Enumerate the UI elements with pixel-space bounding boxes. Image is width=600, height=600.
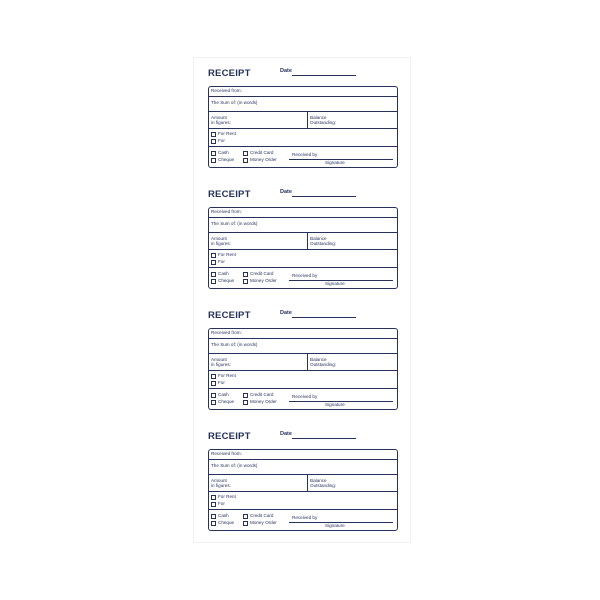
credit-card-checkbox[interactable]: [243, 272, 248, 277]
cheque-checkbox[interactable]: [211, 279, 216, 284]
money-order-label: Money Order: [250, 278, 277, 283]
receipt-box: [208, 449, 398, 531]
divider: [209, 111, 397, 112]
money-order-label: Money Order: [250, 157, 277, 162]
for-rent-checkbox[interactable]: [211, 253, 216, 258]
divider: [209, 509, 397, 510]
received-from-label: Received from:: [211, 88, 242, 93]
for-checkbox[interactable]: [211, 260, 216, 265]
sum-in-words-label: The Sum of: (in words): [211, 100, 258, 105]
credit-card-label: Credit Card: [250, 392, 274, 397]
cheque-checkbox[interactable]: [211, 400, 216, 405]
money-order-checkbox[interactable]: [243, 279, 248, 284]
credit-card-label: Credit Card: [250, 513, 274, 518]
outstanding-label: Outstanding:: [310, 120, 337, 125]
divider: [209, 128, 397, 129]
in-figures-label: in figures:: [211, 120, 231, 125]
sum-in-words-label: The Sum of: (in words): [211, 342, 258, 347]
cheque-checkbox[interactable]: [211, 158, 216, 163]
column-divider: [307, 111, 308, 128]
divider: [209, 217, 397, 218]
for-checkbox[interactable]: [211, 502, 216, 507]
money-order-checkbox[interactable]: [243, 400, 248, 405]
date-label: Date: [280, 189, 292, 195]
column-divider: [307, 474, 308, 491]
column-divider: [307, 232, 308, 249]
for-checkbox[interactable]: [211, 139, 216, 144]
receipt-sheet: [193, 57, 411, 543]
divider: [209, 249, 397, 250]
amount-label: Amount: [211, 357, 227, 362]
balance-label: Balance: [310, 478, 327, 483]
date-label: Date: [280, 68, 292, 74]
divider: [209, 370, 397, 371]
divider: [209, 267, 397, 268]
column-divider: [307, 353, 308, 370]
cheque-label: Cheque: [218, 278, 235, 283]
cash-checkbox[interactable]: [211, 151, 216, 156]
signature-label: Signature: [325, 523, 345, 528]
signature-label: Signature: [325, 281, 345, 286]
credit-card-label: Credit Card: [250, 271, 274, 276]
outstanding-label: Outstanding:: [310, 483, 337, 488]
signature-label: Signature: [325, 402, 345, 407]
received-by-label: Received by: [292, 394, 318, 399]
divider: [209, 146, 397, 147]
for-label: For: [218, 138, 225, 143]
for-rent-label: For Rent: [218, 252, 236, 257]
balance-label: Balance: [310, 115, 327, 120]
sum-in-words-label: The Sum of: (in words): [211, 463, 258, 468]
receipt-box: [208, 86, 398, 168]
divider: [209, 96, 397, 97]
money-order-checkbox[interactable]: [243, 521, 248, 526]
credit-card-checkbox[interactable]: [243, 151, 248, 156]
cash-label: Cash: [218, 150, 229, 155]
received-by-label: Received by: [292, 515, 318, 520]
money-order-label: Money Order: [250, 399, 277, 404]
cash-checkbox[interactable]: [211, 393, 216, 398]
receipt-form: [208, 183, 400, 293]
for-label: For: [218, 380, 225, 385]
amount-label: Amount: [211, 478, 227, 483]
money-order-checkbox[interactable]: [243, 158, 248, 163]
cash-checkbox[interactable]: [211, 272, 216, 277]
for-rent-label: For Rent: [218, 131, 236, 136]
received-from-label: Received from:: [211, 209, 242, 214]
receipt-form: [208, 62, 400, 172]
signature-label: Signature: [325, 160, 345, 165]
for-label: For: [218, 259, 225, 264]
cheque-label: Cheque: [218, 520, 235, 525]
in-figures-label: in figures:: [211, 241, 231, 246]
cash-label: Cash: [218, 392, 229, 397]
for-label: For: [218, 501, 225, 506]
for-rent-checkbox[interactable]: [211, 374, 216, 379]
in-figures-label: in figures:: [211, 362, 231, 367]
receipt-form: [208, 304, 400, 414]
receipt-title: RECEIPT: [208, 431, 251, 442]
money-order-label: Money Order: [250, 520, 277, 525]
date-label: Date: [280, 310, 292, 316]
balance-label: Balance: [310, 357, 327, 362]
cash-label: Cash: [218, 513, 229, 518]
date-field[interactable]: [292, 438, 356, 439]
cash-label: Cash: [218, 271, 229, 276]
divider: [209, 459, 397, 460]
received-by-label: Received by: [292, 273, 318, 278]
receipt-title: RECEIPT: [208, 310, 251, 321]
receipt-title: RECEIPT: [208, 68, 251, 79]
received-from-label: Received from:: [211, 330, 242, 335]
outstanding-label: Outstanding:: [310, 241, 337, 246]
cheque-label: Cheque: [218, 157, 235, 162]
date-field[interactable]: [292, 317, 356, 318]
for-rent-label: For Rent: [218, 373, 236, 378]
credit-card-label: Credit Card: [250, 150, 274, 155]
received-from-label: Received from:: [211, 451, 242, 456]
balance-label: Balance: [310, 236, 327, 241]
divider: [209, 353, 397, 354]
sum-in-words-label: The Sum of: (in words): [211, 221, 258, 226]
receipt-title: RECEIPT: [208, 189, 251, 200]
received-by-label: Received by: [292, 152, 318, 157]
amount-label: Amount: [211, 115, 227, 120]
divider: [209, 491, 397, 492]
date-field[interactable]: [292, 75, 356, 76]
receipt-form: [208, 425, 400, 535]
in-figures-label: in figures:: [211, 483, 231, 488]
for-rent-label: For Rent: [218, 494, 236, 499]
cash-checkbox[interactable]: [211, 514, 216, 519]
receipt-box: [208, 207, 398, 289]
divider: [209, 232, 397, 233]
credit-card-checkbox[interactable]: [243, 393, 248, 398]
receipt-box: [208, 328, 398, 410]
for-rent-checkbox[interactable]: [211, 132, 216, 137]
divider: [209, 338, 397, 339]
for-checkbox[interactable]: [211, 381, 216, 386]
cheque-label: Cheque: [218, 399, 235, 404]
divider: [209, 388, 397, 389]
for-rent-checkbox[interactable]: [211, 495, 216, 500]
cheque-checkbox[interactable]: [211, 521, 216, 526]
amount-label: Amount: [211, 236, 227, 241]
date-label: Date: [280, 431, 292, 437]
credit-card-checkbox[interactable]: [243, 514, 248, 519]
outstanding-label: Outstanding:: [310, 362, 337, 367]
date-field[interactable]: [292, 196, 356, 197]
divider: [209, 474, 397, 475]
